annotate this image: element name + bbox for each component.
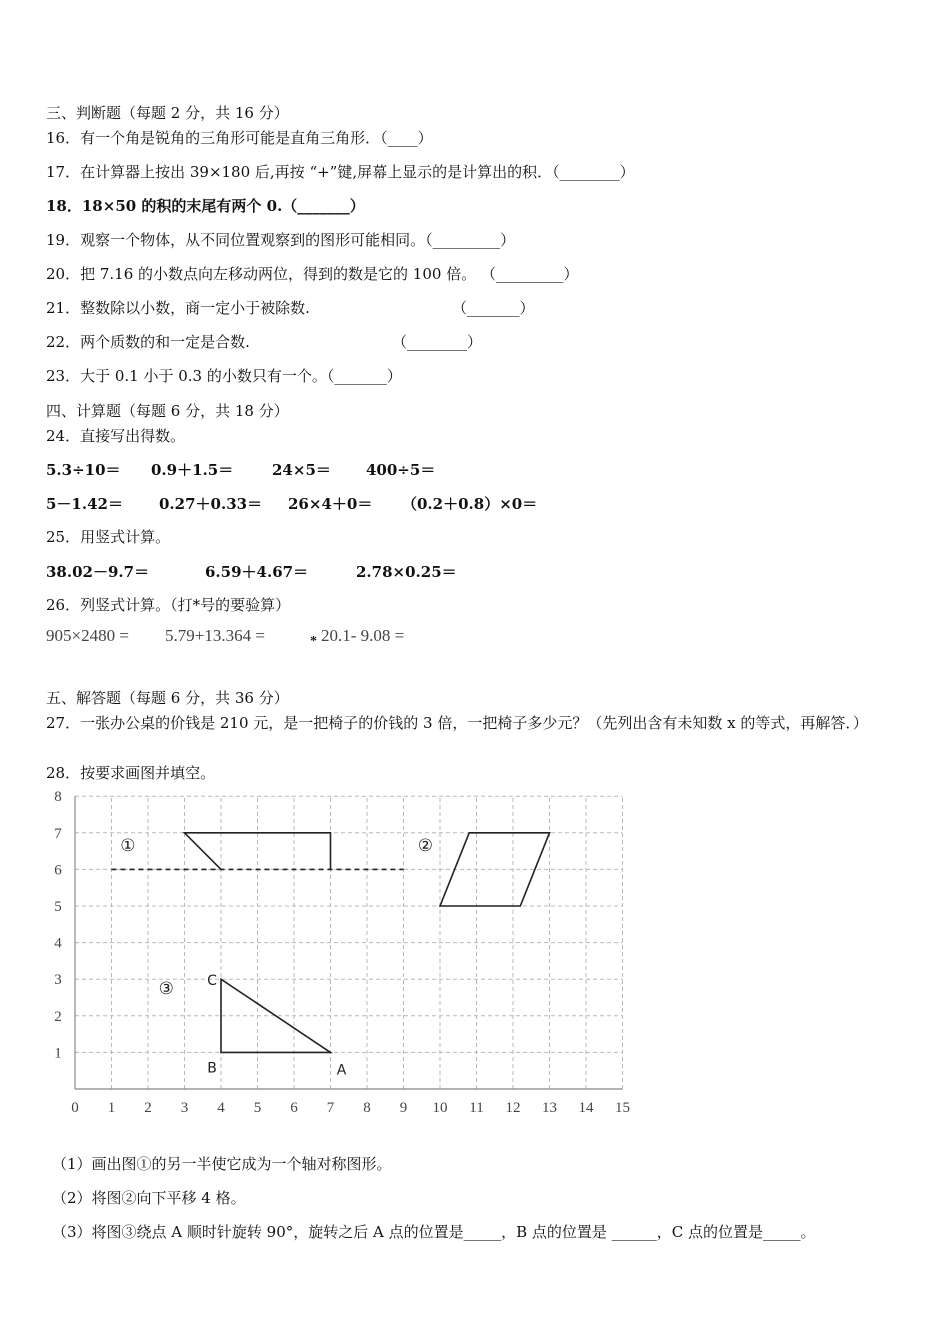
calc-2-1: 5－1.42＝ bbox=[46, 495, 123, 513]
calc-2-2: 0.27＋0.33＝ bbox=[159, 495, 263, 513]
verify-star: * bbox=[310, 634, 317, 649]
column-calc-3: 20.1- 9.08 = bbox=[321, 626, 405, 645]
question-21-blank: （_______） bbox=[452, 299, 535, 317]
calc-2-3: 26×4＋0＝ bbox=[288, 495, 373, 513]
coordinate-grid-figure bbox=[40, 788, 640, 1118]
y-tick-4: 4 bbox=[54, 935, 62, 952]
y-tick-8: 8 bbox=[54, 789, 62, 806]
question-22-blank: （________） bbox=[392, 333, 483, 351]
question-19: 19．观察一个物体，从不同位置观察到的图形可能相同。（_________） bbox=[46, 231, 516, 249]
calc-1-1: 5.3÷10＝ bbox=[46, 461, 121, 479]
x-tick-2: 2 bbox=[144, 1100, 152, 1116]
column-calc-2: 5.79+13.364 = bbox=[165, 626, 265, 645]
section4-title: 四、计算题（每题 6 分，共 18 分） bbox=[46, 402, 289, 420]
sub-question-2: （2）将图②向下平移 4 格。 bbox=[52, 1189, 246, 1207]
point-b-label: B bbox=[207, 1060, 217, 1077]
figure-3-label: ③ bbox=[158, 979, 174, 1000]
section3-title: 三、判断题（每题 2 分，共 16 分） bbox=[46, 104, 289, 122]
point-c-label: C bbox=[207, 973, 217, 990]
x-tick-12: 12 bbox=[505, 1100, 521, 1116]
x-tick-5: 5 bbox=[253, 1100, 262, 1116]
x-tick-3: 3 bbox=[180, 1100, 189, 1116]
x-tick-6: 6 bbox=[290, 1100, 298, 1116]
question-27: 27．一张办公桌的价钱是 210 元，是一把椅子的价钱的 3 倍，一把椅子多少元？（先列出含有未知数 x 的等式，再解答．） bbox=[46, 714, 868, 732]
figure-1-label: ① bbox=[120, 835, 136, 856]
vertical-calc-3: 2.78×0.25＝ bbox=[356, 563, 457, 581]
question-26: 26．列竖式计算。（打*号的要验算） bbox=[46, 596, 291, 614]
y-tick-2: 2 bbox=[54, 1008, 62, 1025]
question-20: 20．把 7.16 的小数点向左移动两位，得到的数是它的 100 倍。 （_________） bbox=[46, 265, 579, 283]
calc-1-3: 24×5＝ bbox=[272, 461, 331, 479]
y-tick-7: 7 bbox=[54, 825, 62, 842]
question-21: 21．整数除以小数，商一定小于被除数. bbox=[46, 299, 310, 317]
x-tick-10: 10 bbox=[432, 1100, 448, 1116]
question-28: 28．按要求画图并填空。 bbox=[46, 764, 216, 782]
question-17: 17．在计算器上按出 39×180 后,再按 “+”键,屏幕上显示的是计算出的积．（________） bbox=[46, 163, 635, 181]
x-tick-11: 11 bbox=[469, 1100, 484, 1116]
figure-2-label: ② bbox=[417, 835, 434, 856]
x-tick-14: 14 bbox=[578, 1100, 594, 1116]
question-22: 22．两个质数的和一定是合数. bbox=[46, 333, 250, 351]
x-tick-7: 7 bbox=[326, 1100, 335, 1116]
x-tick-1: 1 bbox=[107, 1100, 116, 1116]
vertical-calc-2: 6.59＋4.67＝ bbox=[205, 563, 309, 581]
question-18: 18．18×50 的积的末尾有两个 0.（_______） bbox=[46, 197, 365, 215]
y-tick-6: 6 bbox=[54, 862, 62, 879]
point-a-label: A bbox=[336, 1062, 347, 1079]
question-16: 16．有一个角是锐角的三角形可能是直角三角形．（____） bbox=[46, 129, 433, 147]
calc-2-4: （0.2＋0.8）×0＝ bbox=[402, 495, 538, 513]
sub-question-1: （1）画出图①的另一半使它成为一个轴对称图形。 bbox=[52, 1155, 392, 1173]
calc-1-2: 0.9＋1.5＝ bbox=[151, 461, 234, 479]
x-tick-0: 0 bbox=[71, 1100, 79, 1116]
y-tick-5: 5 bbox=[54, 899, 62, 915]
column-calc-1: 905×2480 = bbox=[46, 626, 129, 645]
calc-1-4: 400÷5＝ bbox=[366, 461, 436, 479]
x-tick-13: 13 bbox=[542, 1100, 557, 1116]
question-25: 25．用竖式计算。 bbox=[46, 528, 171, 546]
section5-title: 五、解答题（每题 6 分，共 36 分） bbox=[46, 689, 289, 707]
x-tick-15: 15 bbox=[615, 1100, 630, 1116]
vertical-calc-1: 38.02－9.7＝ bbox=[46, 563, 150, 581]
question-24: 24．直接写出得数。 bbox=[46, 427, 186, 445]
x-tick-4: 4 bbox=[217, 1100, 225, 1116]
question-23: 23．大于 0.1 小于 0.3 的小数只有一个。（_______） bbox=[46, 367, 402, 385]
x-tick-9: 9 bbox=[399, 1100, 408, 1116]
x-tick-8: 8 bbox=[363, 1100, 371, 1116]
y-tick-1: 1 bbox=[54, 1045, 62, 1062]
sub-question-3: （3）将图③绕点 A 顺时针旋转 90°，旋转之后 A 点的位置是_____，B 点的位置是 ______，C 点的位置是_____。 bbox=[52, 1223, 816, 1241]
y-tick-3: 3 bbox=[54, 972, 62, 989]
